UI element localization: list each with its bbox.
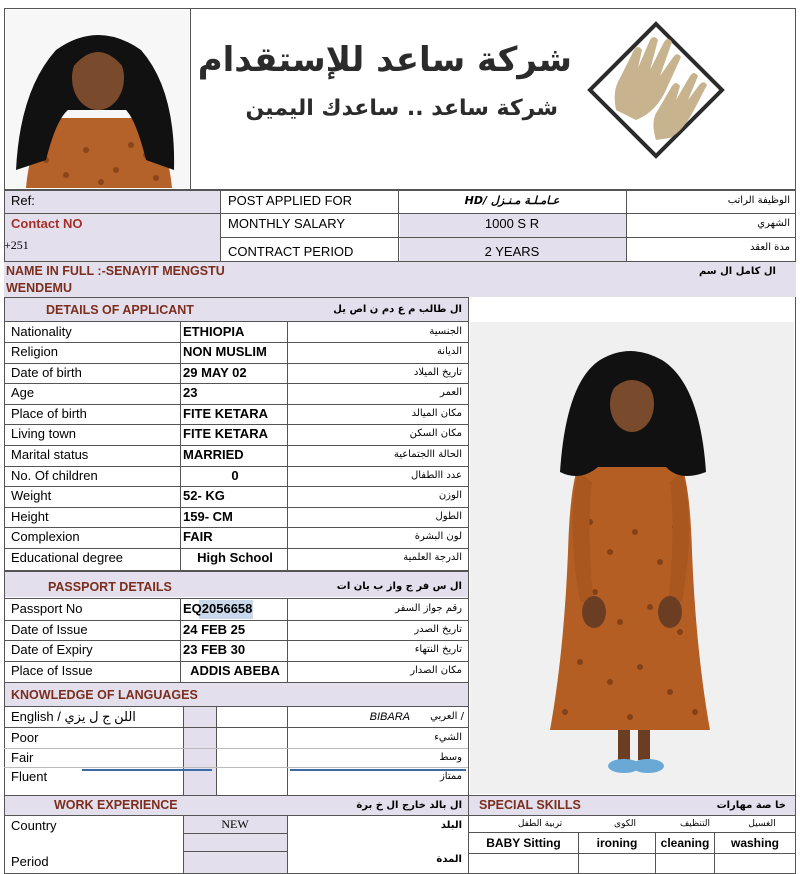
details-row-value: FAIR <box>183 529 213 544</box>
details-row-value: NON MUSLIM <box>183 344 267 359</box>
passport-row-label: Date of Expiry <box>11 642 93 657</box>
salary-value: 1000 S R <box>484 216 540 231</box>
passport-row-label: Date of Issue <box>11 622 88 637</box>
details-row-value: ETHIOPIA <box>183 324 245 339</box>
details-row-label: Nationality <box>11 324 72 339</box>
details-row-label-ar: الدرجة العلمية <box>403 552 462 563</box>
language-level-label-ar: ممتاز <box>439 771 462 782</box>
details-row-label-ar: تاريخ الميلاد <box>413 367 462 378</box>
skills-section-title: SPECIAL SKILLS <box>479 798 581 812</box>
passport-section-title: PASSPORT DETAILS <box>48 580 172 594</box>
work-section-title: WORK EXPERIENCE <box>54 798 178 812</box>
company-name-ar: شركة ساعد للإستقدام <box>197 40 572 80</box>
passport-row-value: ADDIS ABEBA <box>190 663 280 678</box>
details-row-label: Living town <box>11 426 77 441</box>
details-row-label: Religion <box>11 344 58 359</box>
details-row-label: Educational degree <box>11 550 124 565</box>
details-row-value: 23 <box>183 385 198 400</box>
passport-row-value: 23 FEB 30 <box>183 642 246 657</box>
contract-value: 2 YEARS <box>484 244 540 259</box>
company-logo-icon <box>586 20 726 160</box>
details-row-label: No. Of children <box>11 468 98 483</box>
details-row-label-ar: الجنسية <box>429 326 462 337</box>
details-row-value: High School <box>197 550 273 565</box>
full-name-label-ar: ال كامل ال سم <box>698 266 776 277</box>
full-name-line1: NAME IN FULL :-SENAYIT MENGSTU <box>6 264 225 278</box>
work-section-title-ar: ال بالد خارج ال خ برة <box>356 800 462 811</box>
details-row-label-ar: مكان السكن <box>409 428 462 439</box>
passport-row-value: EQ2056658 <box>183 601 253 616</box>
passport-row-value: 24 FEB 25 <box>183 622 246 637</box>
passport-row-label-ar: تاريخ النتهاء <box>414 644 462 655</box>
company-slogan-ar: شركة ساعد .. ساعدك اليمين <box>245 96 558 121</box>
work-period-label: Period <box>11 854 49 869</box>
skill-washing: washing <box>730 836 779 850</box>
skills-section-title-ar: خا صة مهارات <box>716 800 786 811</box>
details-row-label: Age <box>11 385 35 400</box>
language-level-label-ar: وسط <box>439 752 462 763</box>
details-row-label: Height <box>11 509 49 524</box>
skill-ar-3: الغسيل <box>748 819 776 829</box>
passport-row-label-ar: مكان الصدار <box>410 665 462 676</box>
skill-ironing: ironing <box>596 836 638 850</box>
passport-row-label: Passport No <box>11 601 83 616</box>
details-row-value: FITE KETARA <box>183 426 268 441</box>
details-row-value: 52- KG <box>183 488 225 503</box>
passport-row-label-ar: تاريخ الصدر <box>414 624 462 635</box>
work-country-label: Country <box>11 818 57 833</box>
skill-ar-1: الكوى <box>614 819 636 829</box>
language-other-ar: العربي / <box>430 711 464 722</box>
details-row-value: 159- CM <box>183 509 233 524</box>
applicant-photo-full <box>470 322 794 794</box>
details-row-value: 0 <box>231 468 239 483</box>
details-row-label-ar: لون البشرة <box>414 531 462 542</box>
details-row-label-ar: الوزن <box>438 490 462 501</box>
details-row-label-ar: مكان الميالد <box>411 408 462 419</box>
details-section-title-ar: ال طالب م ع دم ن اص يل <box>333 304 462 315</box>
passport-section-title-ar: ال س فر ج واز ب يان ات <box>336 581 462 592</box>
work-country-ar: البلد <box>440 820 462 831</box>
details-row-label-ar: الحالة االجتماعية <box>393 449 462 460</box>
ref-label: Ref: <box>11 193 35 208</box>
details-row-value: 29 MAY 02 <box>183 365 247 380</box>
language-other-label: BIBARA <box>369 711 410 723</box>
language-level-label: Fluent <box>11 769 48 784</box>
skill-ar-2: التنظيف <box>679 819 711 829</box>
details-row-label-ar: الديانة <box>436 346 462 357</box>
details-row-label: Date of birth <box>11 365 82 380</box>
details-row-label-ar: الطول <box>435 511 462 522</box>
languages-section-title: KNOWLEDGE OF LANGUAGES <box>11 688 198 702</box>
language-level-label-ar: الشيء <box>434 732 462 743</box>
post-label: POST APPLIED FOR <box>228 193 353 208</box>
applicant-photo-small <box>6 10 189 188</box>
salary-label: MONTHLY SALARY <box>228 216 346 231</box>
details-row-label-ar: عدد االطفال <box>410 470 462 481</box>
skill-baby-sitting: BABY Sitting <box>486 836 561 850</box>
full-name-line2: WENDEMU <box>6 281 72 295</box>
details-row-label: Place of birth <box>11 406 87 421</box>
language-english-label: English / اللن ج ل يزي <box>11 709 136 724</box>
details-row-label-ar: العمر <box>440 387 462 398</box>
language-level-label: Poor <box>11 730 39 745</box>
passport-row-label-ar: رقم جواز السفر <box>395 603 462 614</box>
work-period-ar: المدة <box>436 854 462 865</box>
details-row-value: FITE KETARA <box>183 406 268 421</box>
skill-cleaning: cleaning <box>660 836 710 850</box>
post-value: HD/ عـامـلـة مـنـزل <box>464 194 560 207</box>
details-row-label: Weight <box>11 488 52 503</box>
skill-ar-0: تربية الطفل <box>517 819 563 829</box>
details-row-value: MARRIED <box>183 447 244 462</box>
phone-value: +251 <box>4 238 29 252</box>
work-country-value: NEW <box>221 817 249 831</box>
salary-label-ar: الشهري <box>757 218 790 229</box>
details-row-label: Complexion <box>11 529 80 544</box>
contract-label-ar: مدة العقد <box>750 242 790 253</box>
contact-label: Contact NO <box>11 216 83 231</box>
language-level-label: Fair <box>11 750 34 765</box>
contract-label: CONTRACT PERIOD <box>228 244 354 259</box>
details-row-label: Marital status <box>11 447 89 462</box>
post-label-ar: الوظيفة الراتب <box>727 195 790 206</box>
passport-row-label: Place of Issue <box>11 663 93 678</box>
details-section-title: DETAILS OF APPLICANT <box>46 303 194 317</box>
